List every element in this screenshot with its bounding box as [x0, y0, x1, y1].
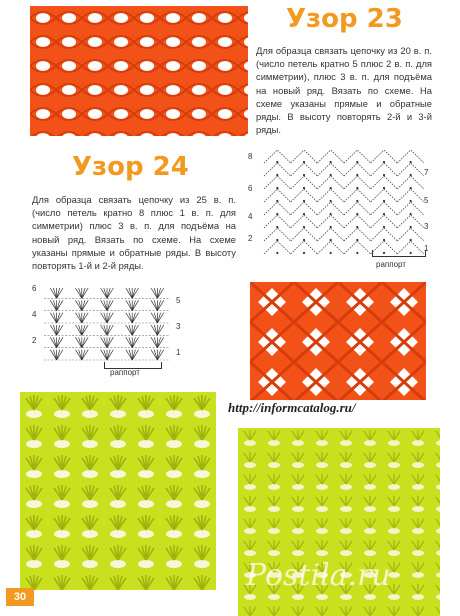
- chart-fan-stitch: [82, 288, 85, 298]
- chart-fan-stitch: [157, 337, 160, 347]
- chart-fan-stitch: [79, 300, 82, 310]
- chart-fan-stitch: [157, 325, 160, 335]
- chart-fan-stitch: [129, 313, 132, 323]
- chart-stitch: [410, 213, 412, 215]
- chart-stitch: [410, 161, 412, 163]
- chart-stitch: [383, 213, 385, 215]
- pattern-24-row-number: 3: [176, 322, 181, 331]
- chart-fan-stitch: [132, 337, 138, 347]
- chart-fan-stitch: [132, 325, 138, 335]
- pattern-24-row-number: 5: [176, 296, 181, 305]
- chart-fan-stitch: [50, 313, 56, 323]
- chart-fan-stitch: [79, 337, 82, 347]
- chart-stitch: [356, 226, 358, 228]
- chart-fan-stitch: [75, 337, 81, 347]
- chart-stitch: [276, 252, 278, 254]
- chart-stitch: [330, 200, 332, 202]
- chart-fan-stitch: [132, 325, 135, 335]
- chart-fan-stitch: [157, 350, 163, 360]
- chart-fan-stitch: [53, 350, 56, 360]
- chart-stitch: [276, 226, 278, 228]
- chart-fan-stitch: [157, 350, 160, 360]
- chart-fan-stitch: [107, 288, 113, 298]
- pattern-23-repeat-label: раппорт: [376, 260, 406, 269]
- chart-fan-stitch: [50, 350, 56, 360]
- chart-fan-stitch: [126, 313, 132, 323]
- chart-fan-stitch: [154, 350, 157, 360]
- chart-fan-stitch: [129, 288, 132, 298]
- chart-fan-stitch: [57, 313, 63, 323]
- chart-fan-stitch: [126, 325, 132, 335]
- chart-fan-stitch: [50, 288, 56, 298]
- chart-stitch: [330, 252, 332, 254]
- chart-fan-stitch: [101, 300, 107, 310]
- pattern-24-repeat-label: раппорт: [110, 368, 140, 377]
- chart-fan-stitch: [107, 325, 113, 335]
- chart-stitch: [356, 200, 358, 202]
- chart-fan-stitch: [57, 288, 63, 298]
- pattern-24-row-number: 2: [32, 336, 37, 345]
- chart-stitch: [383, 200, 385, 202]
- chart-stitch: [330, 226, 332, 228]
- chart-stitch: [330, 213, 332, 215]
- chart-stitch: [356, 213, 358, 215]
- chart-fan-stitch: [107, 337, 110, 347]
- chart-stitch: [356, 187, 358, 189]
- pattern-23-chart-svg: [256, 146, 432, 258]
- chart-stitch: [276, 213, 278, 215]
- chart-stitch: [410, 187, 412, 189]
- chart-fan-stitch: [53, 300, 56, 310]
- pattern-23-row-number: 2: [248, 234, 253, 243]
- chart-stitch: [303, 252, 305, 254]
- chart-fan-stitch: [107, 325, 110, 335]
- pattern-23-row-number: 4: [248, 212, 253, 221]
- chart-stitch: [330, 174, 332, 176]
- chart-fan-stitch: [132, 313, 135, 323]
- chart-stitch: [276, 200, 278, 202]
- chart-stitch: [356, 252, 358, 254]
- chart-fan-stitch: [57, 337, 60, 347]
- chart-stitch: [356, 239, 358, 241]
- chart-fan-stitch: [157, 325, 163, 335]
- chart-fan-stitch: [75, 300, 81, 310]
- chart-stitch: [410, 174, 412, 176]
- pattern-23-title: Узор 23: [286, 4, 403, 34]
- pattern-23-row-number: 7: [424, 168, 429, 177]
- chart-fan-stitch: [79, 313, 82, 323]
- chart-fan-stitch: [104, 288, 107, 298]
- chart-fan-stitch: [151, 313, 157, 323]
- chart-fan-stitch: [82, 337, 88, 347]
- chart-fan-stitch: [154, 300, 157, 310]
- chart-stitch: [276, 174, 278, 176]
- chart-stitch: [410, 226, 412, 228]
- chart-fan-stitch: [157, 288, 163, 298]
- chart-fan-stitch: [132, 313, 138, 323]
- chart-fan-stitch: [79, 288, 82, 298]
- chart-fan-stitch: [104, 337, 107, 347]
- chart-fan-stitch: [57, 325, 63, 335]
- pattern-24-row-number: 6: [32, 284, 37, 293]
- page-number: 30: [6, 588, 34, 606]
- chart-fan-stitch: [101, 350, 107, 360]
- chart-fan-stitch: [101, 288, 107, 298]
- chart-fan-stitch: [151, 300, 157, 310]
- chart-fan-stitch: [57, 288, 60, 298]
- chart-fan-stitch: [82, 350, 85, 360]
- pattern-23-description: Для образца связать цепочку из 20 в. п. (число петель кратно 5 плюс 2 в. п. для симметрии), плюс 3 в. п. для подъёма на новый ряд. Вязать по схеме. На схеме указаны прямые и обратные ряды. В высоту повторять 2-й и 3-й ряды.: [256, 45, 432, 136]
- chart-fan-stitch: [126, 337, 132, 347]
- chart-fan-stitch: [53, 325, 56, 335]
- chart-stitch: [276, 161, 278, 163]
- chart-fan-stitch: [157, 300, 160, 310]
- pattern-23-row-number: 5: [424, 196, 429, 205]
- chart-fan-stitch: [157, 300, 163, 310]
- chart-fan-stitch: [101, 313, 107, 323]
- chart-fan-stitch: [104, 300, 107, 310]
- chart-fan-stitch: [75, 313, 81, 323]
- chart-fan-stitch: [104, 313, 107, 323]
- chart-fan-stitch: [82, 288, 88, 298]
- chart-fan-stitch: [132, 337, 135, 347]
- chart-fan-stitch: [57, 313, 60, 323]
- pattern-23-chart: [256, 146, 432, 258]
- chart-stitch: [303, 200, 305, 202]
- chart-stitch: [330, 239, 332, 241]
- chart-fan-stitch: [82, 325, 88, 335]
- chart-fan-stitch: [107, 313, 110, 323]
- chart-fan-stitch: [82, 300, 88, 310]
- chart-fan-stitch: [79, 325, 82, 335]
- chart-fan-stitch: [129, 300, 132, 310]
- chart-stitch: [303, 213, 305, 215]
- chart-fan-stitch: [101, 337, 107, 347]
- chart-fan-stitch: [107, 300, 113, 310]
- chart-stitch: [356, 174, 358, 176]
- chart-fan-stitch: [104, 350, 107, 360]
- chart-fan-stitch: [132, 300, 138, 310]
- chart-stitch: [410, 200, 412, 202]
- chart-fan-stitch: [82, 325, 85, 335]
- chart-fan-stitch: [57, 350, 60, 360]
- chart-stitch: [303, 226, 305, 228]
- chart-fan-stitch: [151, 350, 157, 360]
- chart-fan-stitch: [50, 325, 56, 335]
- chart-fan-stitch: [154, 337, 157, 347]
- chart-fan-stitch: [57, 350, 63, 360]
- chart-fan-stitch: [151, 325, 157, 335]
- chart-fan-stitch: [57, 337, 63, 347]
- chart-fan-stitch: [132, 350, 138, 360]
- chart-fan-stitch: [101, 325, 107, 335]
- chart-fan-stitch: [129, 325, 132, 335]
- chart-fan-stitch: [157, 337, 163, 347]
- chart-fan-stitch: [82, 337, 85, 347]
- chart-fan-stitch: [107, 350, 113, 360]
- chart-fan-stitch: [79, 350, 82, 360]
- chart-stitch: [383, 174, 385, 176]
- chart-fan-stitch: [126, 350, 132, 360]
- chart-fan-stitch: [82, 313, 88, 323]
- chart-fan-stitch: [82, 313, 85, 323]
- pattern-24-title: Узор 24: [72, 152, 189, 182]
- pattern-24-row-number: 1: [176, 348, 181, 357]
- chart-fan-stitch: [104, 325, 107, 335]
- pattern-24-chart: [40, 284, 174, 362]
- pattern-23-row-number: 3: [424, 222, 429, 231]
- site-url: http://informcatalog.ru/: [228, 400, 356, 415]
- chart-fan-stitch: [50, 337, 56, 347]
- chart-stitch: [383, 226, 385, 228]
- chart-fan-stitch: [75, 288, 81, 298]
- chart-fan-stitch: [132, 288, 138, 298]
- chart-stitch: [303, 239, 305, 241]
- chart-fan-stitch: [126, 300, 132, 310]
- chart-stitch: [383, 161, 385, 163]
- chart-fan-stitch: [107, 288, 110, 298]
- watermark: Postila.ru: [246, 558, 391, 593]
- chart-fan-stitch: [154, 288, 157, 298]
- pattern-23-row-number: 8: [248, 152, 253, 161]
- pattern-24-description: Для образца связать цепочку из 25 в. п. (число петель кратно 8 плюс 1 в. п. для симметрии) плюс 3 в. п. для подъёма на новый ряд. Вязать по схеме. На схеме указаны прямые и обратные ряды. В высоту повторять 1-й и 2-й ряды.: [32, 194, 236, 272]
- chart-fan-stitch: [129, 337, 132, 347]
- chart-stitch: [383, 187, 385, 189]
- chart-stitch: [410, 239, 412, 241]
- chart-fan-stitch: [132, 350, 135, 360]
- chart-fan-stitch: [107, 337, 113, 347]
- chart-fan-stitch: [129, 350, 132, 360]
- pattern-23-row-number: 6: [248, 184, 253, 193]
- chart-fan-stitch: [53, 313, 56, 323]
- chart-fan-stitch: [157, 313, 160, 323]
- chart-fan-stitch: [82, 300, 85, 310]
- pattern-24-orange-photo: [250, 282, 426, 400]
- chart-fan-stitch: [157, 313, 163, 323]
- pattern-23-repeat-bracket: [372, 250, 426, 257]
- chart-fan-stitch: [53, 337, 56, 347]
- chart-fan-stitch: [82, 350, 88, 360]
- chart-fan-stitch: [107, 313, 113, 323]
- pattern-24-chart-svg: [40, 284, 174, 362]
- chart-fan-stitch: [132, 300, 135, 310]
- chart-stitch: [303, 174, 305, 176]
- chart-fan-stitch: [157, 288, 160, 298]
- chart-fan-stitch: [75, 325, 81, 335]
- chart-fan-stitch: [57, 300, 60, 310]
- chart-stitch: [276, 239, 278, 241]
- chart-fan-stitch: [53, 288, 56, 298]
- chart-fan-stitch: [57, 300, 63, 310]
- chart-fan-stitch: [107, 350, 110, 360]
- chart-fan-stitch: [57, 325, 60, 335]
- chart-stitch: [383, 239, 385, 241]
- pattern-23-photo: [30, 6, 248, 136]
- chart-fan-stitch: [154, 313, 157, 323]
- chart-fan-stitch: [75, 350, 81, 360]
- chart-stitch: [303, 187, 305, 189]
- chart-fan-stitch: [126, 288, 132, 298]
- chart-fan-stitch: [151, 288, 157, 298]
- chart-stitch: [330, 187, 332, 189]
- chart-stitch: [330, 161, 332, 163]
- chart-fan-stitch: [151, 337, 157, 347]
- chart-fan-stitch: [154, 325, 157, 335]
- chart-stitch: [303, 161, 305, 163]
- chart-stitch: [356, 161, 358, 163]
- chart-fan-stitch: [50, 300, 56, 310]
- chart-stitch: [276, 187, 278, 189]
- chart-fan-stitch: [107, 300, 110, 310]
- pattern-23-row-number: 1: [424, 244, 429, 253]
- pattern-23-green-photo: [20, 392, 216, 590]
- pattern-24-row-number: 4: [32, 310, 37, 319]
- chart-fan-stitch: [132, 288, 135, 298]
